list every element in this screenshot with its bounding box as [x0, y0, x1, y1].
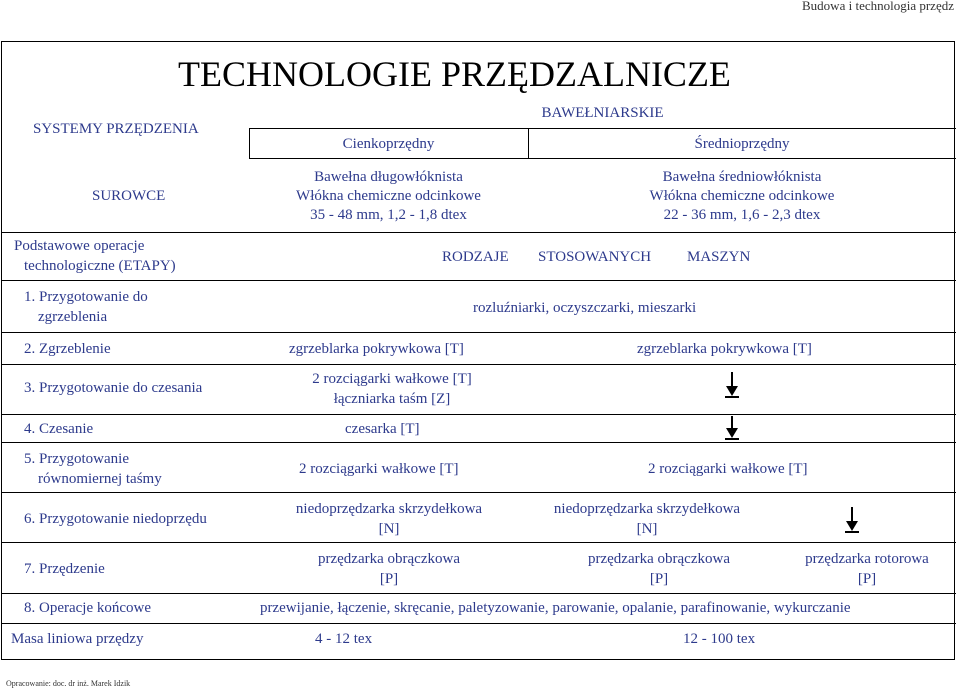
linear-mass-label: Masa liniowa przędzy — [11, 631, 144, 647]
raw-fine-line: Bawełna długowłóknista — [314, 169, 463, 185]
technology-table — [1, 41, 955, 660]
step7-medium-rotor-line: przędzarka rotorowa — [805, 551, 929, 567]
step3-label: 3. Przygotowanie do czesania — [24, 380, 203, 396]
divider — [2, 280, 956, 281]
machines-header-word: MASZYN — [687, 249, 751, 265]
operations-label-line: technologiczne (ETAPY) — [24, 258, 176, 274]
column-head-medium: Średnioprzędny — [694, 136, 790, 152]
step1-machines: rozluźniarki, oczyszczarki, mieszarki — [473, 300, 697, 316]
divider — [2, 232, 956, 233]
step6-fine-line: niedoprzędzarka skrzydełkowa — [295, 501, 483, 517]
page-title: TECHNOLOGIE PRZĘDZALNICZE — [178, 54, 731, 94]
step4-label: 4. Czesanie — [24, 421, 94, 437]
arrow-down-icon — [844, 507, 860, 533]
step7-fine-line: [P] — [379, 571, 399, 587]
divider — [2, 623, 956, 624]
step6-label: 6. Przygotowanie niedoprzędu — [24, 511, 207, 527]
linear-mass-fine: 4 - 12 tex — [315, 631, 373, 647]
step5-label-line: równomiernej taśmy — [38, 471, 162, 487]
divider — [2, 332, 956, 333]
group-label: BAWEŁNIARSKIE — [541, 105, 664, 121]
step1-label-line: 1. Przygotowanie do — [24, 289, 148, 305]
raw-fine-line: 35 - 48 mm, 1,2 - 1,8 dtex — [310, 207, 467, 223]
step8-operations: przewijanie, łączenie, skręcanie, paletyzowanie, parowanie, opalanie, parafinowanie, wykurczanie — [260, 600, 851, 616]
divider — [2, 442, 956, 443]
step5-medium-machine: 2 rozciągarki wałkowe [T] — [648, 461, 808, 477]
divider — [249, 128, 956, 129]
raw-medium-line: Bawełna średniowłóknista — [662, 169, 822, 185]
column-head-fine: Cienkoprzędny — [342, 136, 435, 152]
divider — [249, 158, 956, 159]
machines-header-word: RODZAJE — [442, 249, 509, 265]
step3-fine-line: 2 rozciągarki wałkowe [T] — [312, 371, 472, 387]
step2-label: 2. Zgrzeblenie — [24, 341, 111, 357]
step7-label: 7. Przędzenie — [24, 561, 105, 577]
divider — [2, 414, 956, 415]
course-header: Budowa i technologia przędz — [802, 0, 954, 13]
divider — [2, 593, 956, 594]
step8-label: 8. Operacje końcowe — [24, 600, 152, 616]
arrow-down-icon — [724, 372, 740, 398]
machines-header-word: STOSOWANYCH — [538, 249, 652, 265]
step6-fine-line: [N] — [378, 521, 400, 537]
step7-fine-line: przędzarka obrączkowa — [318, 551, 460, 567]
raw-materials-label: SUROWCE — [92, 188, 166, 204]
raw-medium-line: Włókna chemiczne odcinkowe — [649, 188, 835, 204]
step3-fine-line: łączniarka taśm [Z] — [333, 391, 451, 407]
author-footer: Opracowanie: doc. dr inż. Marek Idzik — [6, 679, 131, 688]
step5-fine-machine: 2 rozciągarki wałkowe [T] — [299, 461, 459, 477]
step5-label-line: 5. Przygotowanie — [24, 451, 129, 467]
linear-mass-medium: 12 - 100 tex — [683, 631, 756, 647]
step6-medium-line: niedoprzędzarka skrzydełkowa — [553, 501, 741, 517]
step2-medium-machine: zgrzeblarka pokrywkowa [T] — [637, 341, 812, 357]
systems-label: SYSTEMY PRZĘDZENIA — [33, 121, 199, 137]
operations-label-line: Podstawowe operacje — [14, 238, 145, 254]
step7-medium-ring-line: [P] — [649, 571, 669, 587]
arrow-down-icon — [724, 416, 740, 440]
step6-medium-line: [N] — [636, 521, 658, 537]
divider — [2, 542, 956, 543]
step2-fine-machine: zgrzeblarka pokrywkowa [T] — [289, 341, 464, 357]
divider — [2, 364, 956, 365]
divider — [2, 492, 956, 493]
raw-fine-line: Włókna chemiczne odcinkowe — [296, 188, 481, 204]
raw-medium-line: 22 - 36 mm, 1,6 - 2,3 dtex — [663, 207, 821, 223]
step4-fine-machine: czesarka [T] — [345, 421, 420, 437]
step7-medium-rotor-line: [P] — [857, 571, 877, 587]
step7-medium-ring-line: przędzarka obrączkowa — [588, 551, 730, 567]
step1-label-line: zgrzeblenia — [38, 309, 108, 325]
